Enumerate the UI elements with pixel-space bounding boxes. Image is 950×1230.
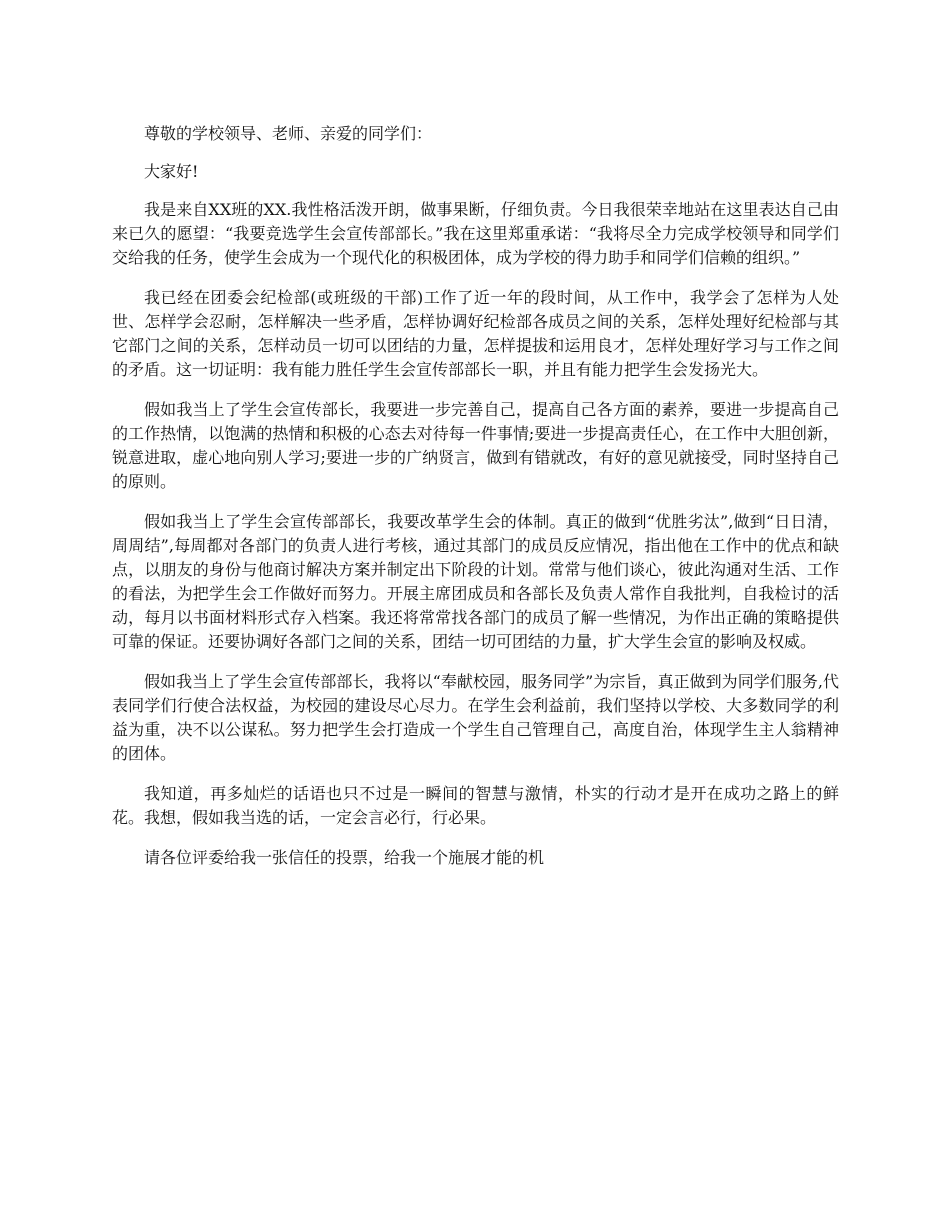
introduction-paragraph: 我是来自XX班的XX.我性格活泼开朗，做事果断，仔细负责。今日我很荣幸地站在这里表达自己由来已久的愿望：“我要竞选学生会宣传部部长。”我在这里郑重承诺：“我将尽全力完成学校领导和同学们交给我的任务，使学生会成为一个现代化的积极团体，成为学校的得力助手和同学们信赖的组织。” <box>112 200 839 267</box>
speech-text-body <box>112 122 839 886</box>
hello-paragraph: 大家好! <box>144 162 199 181</box>
service-goal-paragraph: 假如我当上了学生会宣传部部长，我将以“奉献校园，服务同学”为宗旨，真正做到为同学们服务,代表同学们行使合法权益，为校园的建设尽心尽力。在学生会利益前，我们坚持以学校、大多数同学的利益为重，决不以公谋私。努力把学生会打造成一个学生自己管理自己，高度自治，体现学生主人翁精神的团体。 <box>112 672 839 763</box>
reform-plan-paragraph: 假如我当上了学生会宣传部部长，我要改革学生会的体制。真正的做到“优胜劣汰”,做到“日日清，周周结”,每周都对各部门的负责人进行考核，通过其部门的成员反应情况，指出他在工作中的优点和缺点，以朋友的身份与他商讨解决方案并制定出下阶段的计划。常常与他们谈心，彼此沟通对生活、工作的看法，为把学生会工作做好而努力。开展主席团成员和各部长及负责人常作自我批判，自我检讨的活动，每月以书面材料形式存入档案。我还将常常找各部门的成员了解一些情况，为作出正确的策略提供可靠的保证。还要协调好各部门之间的关系，团结一切可团结的力量，扩大学生会宣的影响及权威。 <box>112 512 839 651</box>
commitment-paragraph: 我知道，再多灿烂的话语也只不过是一瞬间的智慧与激情，朴实的行动才是开在成功之路上的鲜花。我想，假如我当选的话，一定会言必行，行必果。 <box>112 784 839 827</box>
self-improvement-paragraph: 假如我当上了学生会宣传部长，我要进一步完善自己，提高自己各方面的素养，要进一步提高自己的工作热情，以饱满的热情和积极的心态去对待每一件事情;要进一步提高责任心，在工作中大胆创新，锐意进取，虚心地向别人学习;要进一步的广纳贤言，做到有错就改，有好的意见就接受，同时坚持自己的原则。 <box>112 400 839 491</box>
greeting-paragraph: 尊敬的学校领导、老师、亲爱的同学们： <box>144 124 433 143</box>
experience-paragraph: 我已经在团委会纪检部(或班级的干部)工作了近一年的段时间，从工作中，我学会了怎样为人处世、怎样学会忍耐，怎样解决一些矛盾，怎样协调好纪检部各成员之间的关系，怎样处理好纪检部与其它部门之间的关系，怎样动员一切可以团结的力量，怎样提拔和运用良才，怎样处理好学习与工作之间的矛盾。这一切证明：我有能力胜任学生会宣传部部长一职，并且有能力把学生会发扬光大。 <box>112 288 839 379</box>
closing-request-paragraph: 请各位评委给我一张信任的投票，给我一个施展才能的机 <box>144 848 545 867</box>
